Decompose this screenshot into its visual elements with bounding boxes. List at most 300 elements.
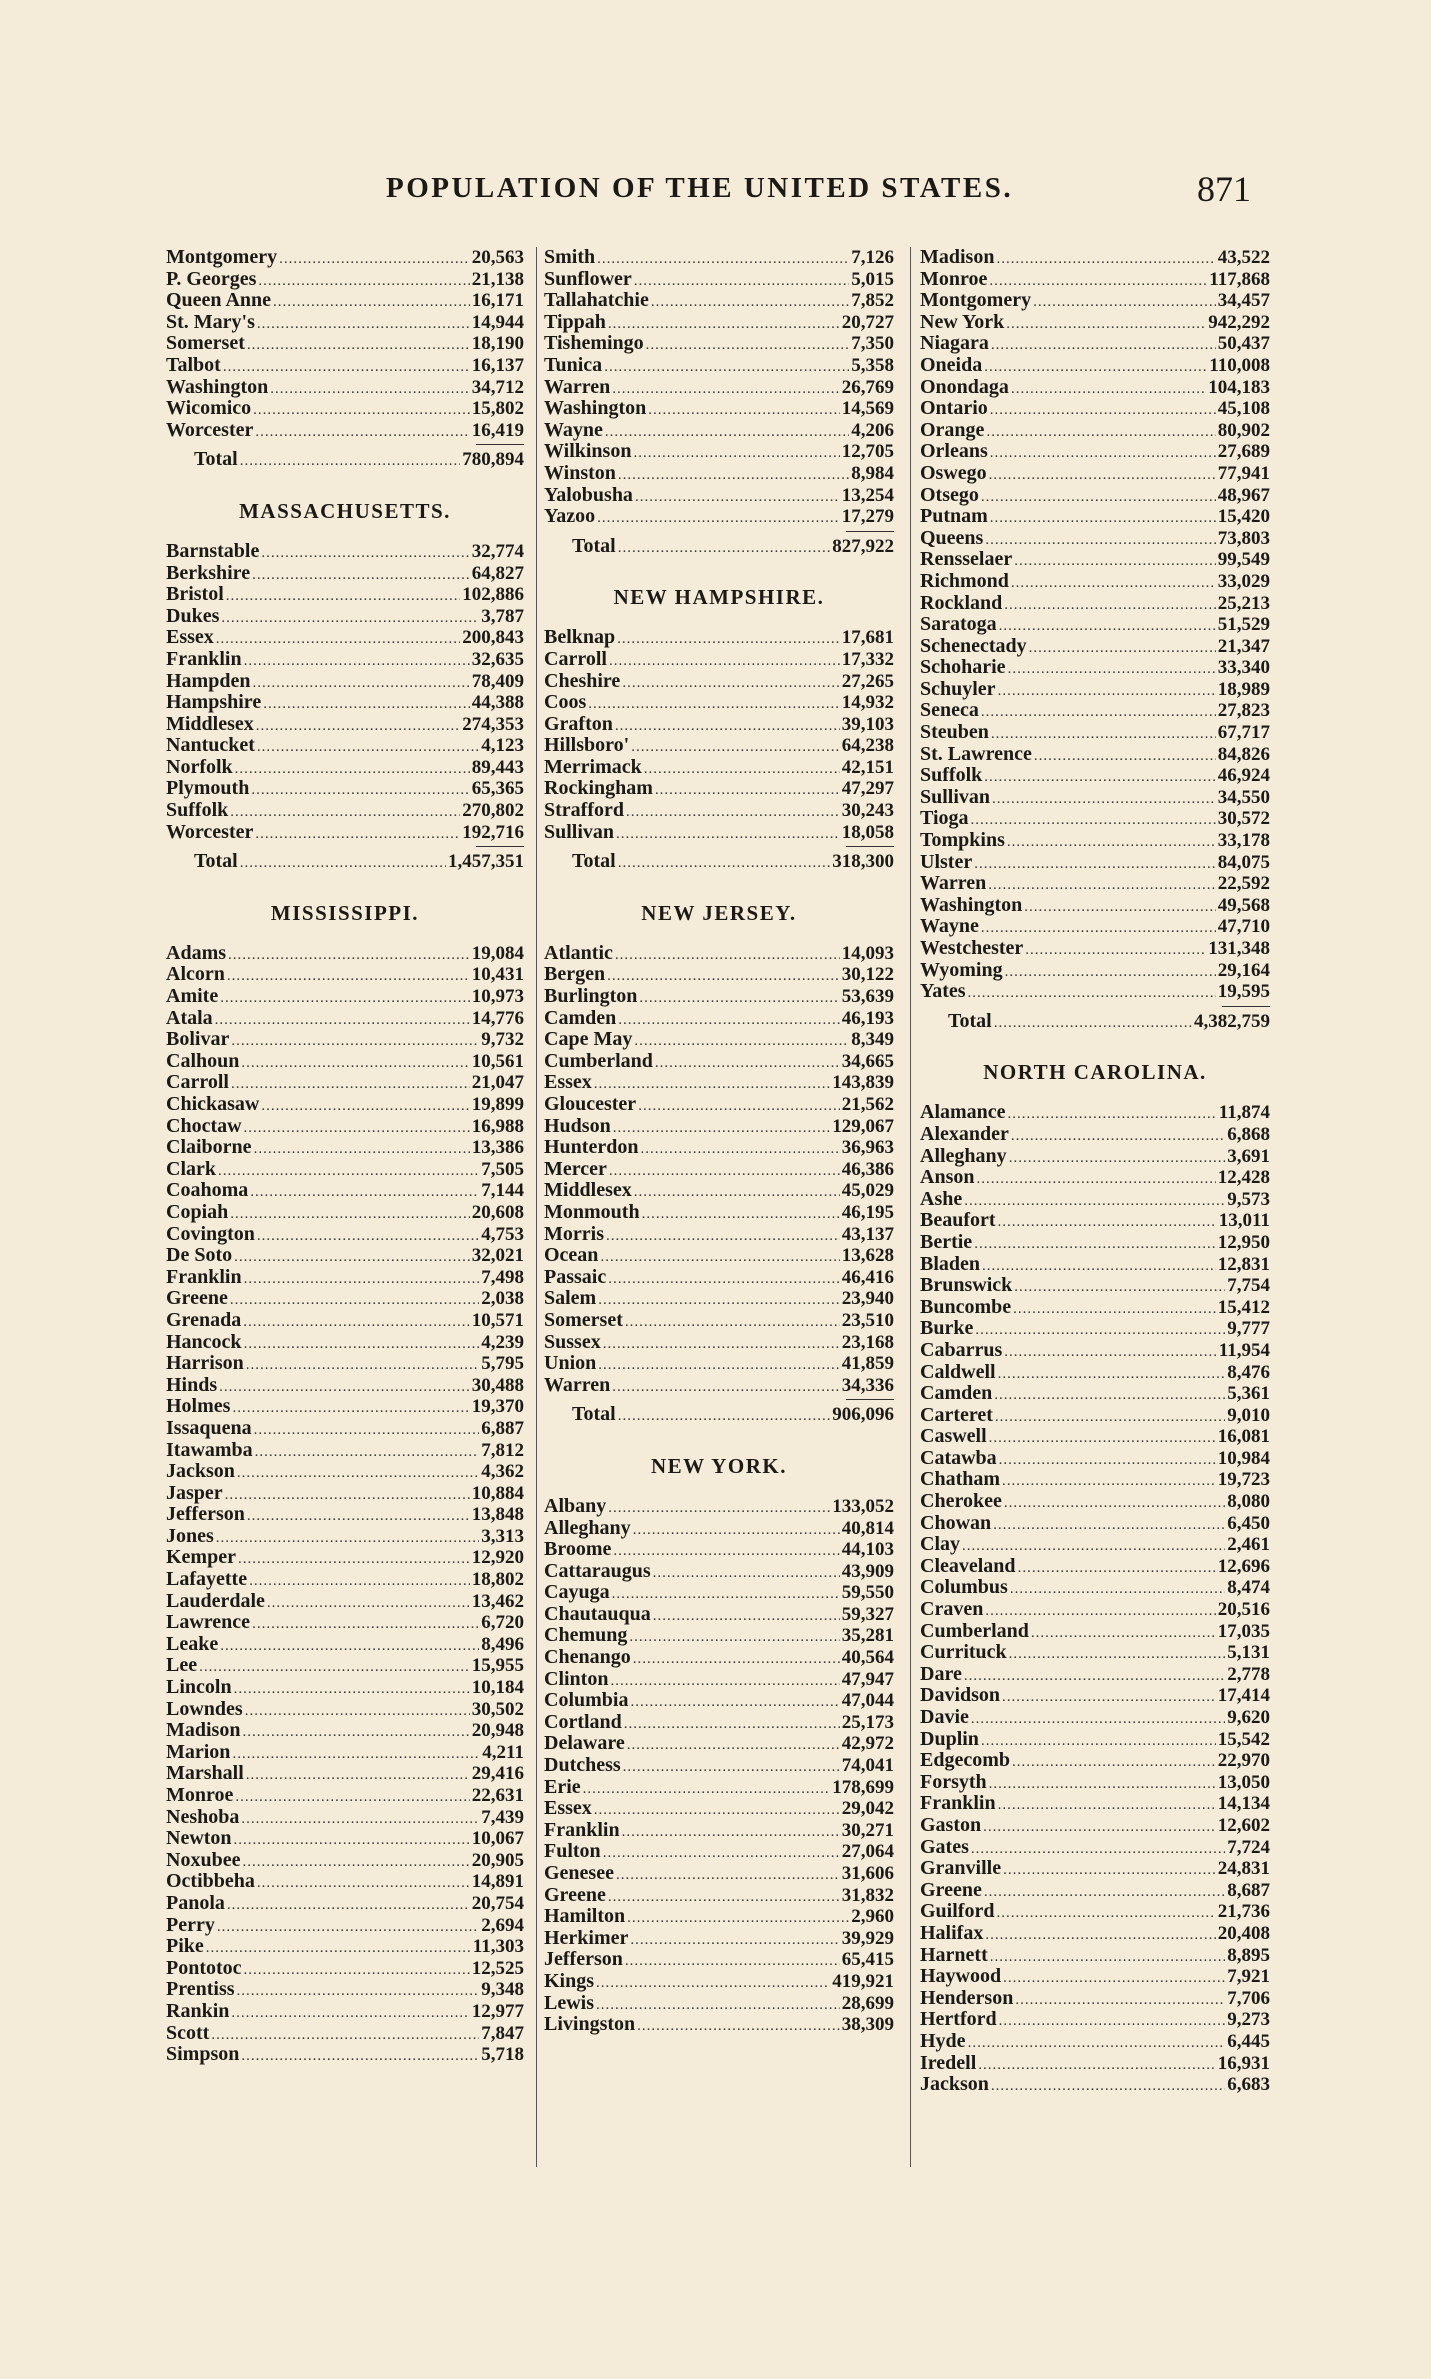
- county-row: [920, 1923, 1270, 1945]
- dot-leader: [230, 1290, 479, 1312]
- dot-leader: [244, 651, 470, 673]
- dot-leader: [976, 1169, 1215, 1191]
- county-population: 110,008: [1209, 354, 1270, 376]
- dot-leader: [604, 357, 849, 379]
- county-population: 131,348: [1208, 938, 1270, 959]
- county-population: 27,689: [1217, 441, 1270, 463]
- dot-leader: [251, 780, 469, 802]
- county-name: Lowndes: [166, 1697, 243, 1720]
- dot-leader: [216, 629, 460, 651]
- dot-leader: [220, 988, 470, 1010]
- section-heading: NEW HAMPSHIRE.: [613, 585, 825, 610]
- county-population: 4,753: [481, 1223, 524, 1245]
- county-row: [920, 1534, 1270, 1556]
- county-population: 39,929: [841, 1927, 894, 1949]
- county-population: 20,608: [471, 1201, 524, 1223]
- county-name: Steuben: [920, 721, 989, 744]
- county-population: 6,445: [1227, 2030, 1270, 2052]
- dot-leader: [629, 1627, 839, 1649]
- county-name: Morris: [544, 1222, 604, 1245]
- dot-leader: [968, 983, 1216, 1005]
- county-name: Amite: [166, 985, 219, 1008]
- county-name: Cortland: [544, 1710, 622, 1733]
- county-name: Catawba: [920, 1446, 997, 1469]
- county-row: [166, 671, 524, 693]
- county-row: [920, 1297, 1270, 1319]
- county-population: 46,924: [1217, 765, 1270, 787]
- county-name: Richmond: [920, 569, 1009, 592]
- county-name: Warren: [920, 872, 987, 895]
- dot-leader: [606, 1226, 840, 1248]
- county-population: 13,050: [1217, 1771, 1270, 1793]
- dot-leader: [612, 1377, 839, 1399]
- dot-leader: [981, 1731, 1216, 1753]
- county-population: 7,126: [851, 247, 894, 268]
- county-population: 50,437: [1217, 333, 1270, 355]
- county-name: Salem: [544, 1287, 597, 1310]
- county-name: Copiah: [166, 1200, 229, 1223]
- dot-leader: [631, 737, 840, 759]
- county-name: De Soto: [166, 1244, 233, 1267]
- county-name: Yazoo: [544, 505, 596, 528]
- county-row: [920, 1880, 1270, 1902]
- county-row: [544, 692, 894, 714]
- dot-leader: [992, 789, 1216, 811]
- county-population: 5,131: [1227, 1642, 1270, 1664]
- dot-leader: [1003, 1860, 1216, 1882]
- county-row: [920, 744, 1270, 766]
- county-population: 33,340: [1217, 657, 1270, 679]
- county-row: [166, 1547, 524, 1569]
- county-name: Hunterdon: [544, 1136, 639, 1159]
- county-population: 16,931: [1217, 2052, 1270, 2074]
- county-row: [544, 506, 894, 528]
- dot-leader: [244, 1118, 470, 1140]
- dot-leader: [261, 543, 469, 565]
- county-name: Niagara: [920, 332, 989, 355]
- dot-leader: [234, 1830, 470, 1852]
- page-number: 871: [1197, 169, 1251, 209]
- county-population: 19,370: [471, 1396, 524, 1418]
- total-rule: [476, 444, 524, 445]
- county-row: [166, 1504, 524, 1526]
- dot-leader: [999, 2011, 1226, 2033]
- total-label: Total: [572, 1403, 616, 1426]
- county-row: [166, 333, 524, 355]
- county-name: Worcester: [166, 820, 254, 843]
- county-name: Wayne: [920, 915, 979, 938]
- county-name: Otsego: [920, 483, 979, 506]
- county-population: 15,955: [471, 1655, 524, 1677]
- county-name: Marshall: [166, 1762, 244, 1785]
- county-population: 46,195: [841, 1201, 894, 1223]
- county-row: [544, 1353, 894, 1375]
- county-population: 7,350: [851, 333, 894, 355]
- dot-leader: [983, 1817, 1216, 1839]
- county-row: [544, 1928, 894, 1950]
- county-row: [920, 1146, 1270, 1168]
- county-row: [544, 355, 894, 377]
- county-row: [920, 1383, 1270, 1405]
- county-row: [166, 563, 524, 585]
- county-name: Columbus: [920, 1576, 1008, 1599]
- county-population: 17,279: [841, 506, 894, 528]
- county-name: Queens: [920, 526, 984, 549]
- county-population: 10,431: [471, 964, 524, 986]
- county-name: Montgomery: [920, 289, 1032, 312]
- county-row: [920, 1966, 1270, 1988]
- dot-leader: [1009, 1148, 1226, 1170]
- county-name: Wyoming: [920, 958, 1003, 981]
- county-population: 6,868: [1227, 1123, 1270, 1145]
- county-name: Yalobusha: [544, 483, 633, 506]
- county-row: [920, 614, 1270, 636]
- county-population: 53,639: [841, 986, 894, 1008]
- dot-leader: [627, 1735, 840, 1757]
- county-population: 45,108: [1217, 398, 1270, 420]
- county-name: Chatham: [920, 1468, 1001, 1491]
- dot-leader: [218, 1161, 479, 1183]
- county-name: New York: [920, 310, 1005, 333]
- dot-leader: [994, 1385, 1225, 1407]
- county-name: Cumberland: [544, 1049, 653, 1072]
- county-population: 13,848: [471, 1504, 524, 1526]
- county-name: Sussex: [544, 1330, 601, 1353]
- dot-leader: [1005, 962, 1216, 984]
- dot-leader: [1031, 1623, 1216, 1645]
- county-name: Lauderdale: [166, 1589, 265, 1612]
- dot-leader: [244, 1334, 480, 1356]
- county-population: 33,029: [1217, 570, 1270, 592]
- dot-leader: [597, 249, 849, 271]
- county-population: 12,920: [471, 1547, 524, 1569]
- total-label: Total: [194, 850, 238, 873]
- county-population: 59,327: [841, 1603, 894, 1625]
- county-population: 8,349: [851, 1029, 894, 1051]
- county-name: Essex: [166, 626, 214, 649]
- dot-leader: [588, 694, 840, 716]
- county-population: 51,529: [1217, 614, 1270, 636]
- county-row: [166, 1850, 524, 1872]
- total-value: 318,300: [832, 851, 894, 873]
- county-population: 12,696: [1217, 1555, 1270, 1577]
- county-population: 30,572: [1217, 808, 1270, 830]
- county-population: 14,569: [841, 398, 894, 420]
- county-name: Orleans: [920, 440, 988, 463]
- county-row: [166, 584, 524, 606]
- county-population: 20,754: [471, 1892, 524, 1914]
- dot-leader: [246, 1355, 479, 1377]
- county-name: Caswell: [920, 1425, 987, 1448]
- county-population: 34,550: [1217, 786, 1270, 808]
- county-row: [544, 1224, 894, 1246]
- dot-leader: [610, 1671, 839, 1693]
- county-row: [920, 1642, 1270, 1664]
- county-row: [544, 1375, 894, 1397]
- county-row: [544, 247, 894, 269]
- county-name: Oneida: [920, 353, 983, 376]
- county-row: [166, 1159, 524, 1181]
- dot-leader: [990, 1947, 1225, 1969]
- county-row: [166, 943, 524, 965]
- county-row: [544, 1841, 894, 1863]
- dot-leader: [608, 1498, 830, 1520]
- dot-leader: [242, 1722, 469, 1744]
- county-name: Middlesex: [544, 1179, 632, 1202]
- county-population: 43,909: [841, 1560, 894, 1582]
- county-row: [920, 1405, 1270, 1427]
- county-population: 43,522: [1217, 247, 1270, 268]
- county-name: Warren: [544, 375, 611, 398]
- county-row: [544, 1029, 894, 1051]
- county-population: 78,409: [471, 670, 524, 692]
- dot-leader: [995, 1407, 1225, 1429]
- county-row: [544, 1993, 894, 2015]
- county-row: [920, 1232, 1270, 1254]
- county-population: 6,450: [1227, 1512, 1270, 1534]
- dot-leader: [633, 1520, 840, 1542]
- dot-leader: [244, 1960, 470, 1982]
- dot-leader: [257, 737, 479, 759]
- county-name: Guilford: [920, 1900, 995, 1923]
- county-name: Sullivan: [920, 785, 991, 808]
- county-name: Cattaraugus: [544, 1559, 651, 1582]
- county-population: 17,035: [1217, 1620, 1270, 1642]
- dot-leader: [990, 508, 1216, 530]
- county-row: [920, 679, 1270, 701]
- county-population: 25,213: [1217, 592, 1270, 614]
- county-population: 22,631: [471, 1785, 524, 1806]
- county-name: Issaquena: [166, 1416, 252, 1439]
- county-population: 7,439: [481, 1806, 524, 1828]
- dot-leader: [999, 1450, 1216, 1472]
- total-row: [544, 1404, 894, 1426]
- dot-leader: [1014, 551, 1216, 573]
- dot-leader: [217, 1917, 479, 1939]
- county-row: [166, 2044, 524, 2066]
- dot-leader: [607, 966, 840, 988]
- county-population: 48,967: [1217, 484, 1270, 506]
- dot-leader: [982, 1256, 1216, 1278]
- dot-leader: [1011, 573, 1216, 595]
- dot-leader: [252, 565, 470, 587]
- dot-leader: [998, 1212, 1217, 1234]
- county-row: [920, 463, 1270, 485]
- county-name: Oswego: [920, 461, 987, 484]
- county-name: Jackson: [920, 2073, 989, 2096]
- county-population: 84,826: [1217, 743, 1270, 765]
- county-population: 99,549: [1217, 549, 1270, 571]
- dot-leader: [993, 1515, 1225, 1537]
- dot-leader: [258, 271, 469, 293]
- dot-leader: [989, 1774, 1216, 1796]
- county-name: Fulton: [544, 1840, 601, 1863]
- county-row: [166, 1310, 524, 1332]
- total-row: [920, 1011, 1270, 1033]
- county-row: [544, 1971, 894, 1993]
- county-population: 14,776: [471, 1007, 524, 1029]
- county-name: Rensselaer: [920, 548, 1013, 571]
- county-population: 21,138: [471, 268, 524, 290]
- total-rule: [476, 846, 524, 847]
- column-3: [920, 247, 1270, 2096]
- county-row: [920, 2053, 1270, 2075]
- county-name: Hertford: [920, 2008, 997, 2031]
- dot-leader: [618, 1406, 831, 1428]
- total-value: 1,457,351: [448, 851, 524, 873]
- dot-leader: [241, 1809, 479, 1831]
- county-population: 77,941: [1217, 462, 1270, 484]
- county-population: 18,989: [1217, 678, 1270, 700]
- county-name: Kings: [544, 1969, 595, 1992]
- county-name: Union: [544, 1352, 597, 1375]
- county-name: Essex: [544, 1071, 592, 1094]
- county-population: 44,103: [841, 1539, 894, 1561]
- dot-leader: [617, 629, 840, 651]
- county-name: Tioga: [920, 807, 969, 830]
- dot-leader: [243, 1312, 470, 1334]
- county-row: [920, 506, 1270, 528]
- county-name: Hancock: [166, 1330, 242, 1353]
- dot-leader: [253, 400, 470, 422]
- county-population: 8,080: [1227, 1491, 1270, 1513]
- county-name: Grafton: [544, 712, 613, 735]
- dot-leader: [230, 1204, 470, 1226]
- county-row: [166, 247, 524, 269]
- dot-leader: [279, 249, 470, 271]
- county-row: [166, 1655, 524, 1677]
- county-row: [920, 808, 1270, 830]
- dot-leader: [1002, 1687, 1216, 1709]
- county-population: 14,093: [841, 942, 894, 964]
- county-population: 6,720: [481, 1612, 524, 1634]
- county-row: [166, 1763, 524, 1785]
- county-name: Burlington: [544, 985, 638, 1008]
- dot-leader: [263, 694, 470, 716]
- total-value: 780,894: [462, 449, 524, 471]
- county-row: [920, 377, 1270, 399]
- county-row: [920, 787, 1270, 809]
- county-row: [166, 986, 524, 1008]
- county-name: Sullivan: [544, 820, 615, 843]
- dot-leader: [1014, 1277, 1225, 1299]
- county-row: [166, 778, 524, 800]
- dot-leader: [964, 1191, 1225, 1213]
- county-row: [544, 269, 894, 291]
- county-population: 44,388: [471, 692, 524, 714]
- county-population: 7,852: [851, 290, 894, 312]
- county-row: [166, 377, 524, 399]
- county-population: 2,778: [1227, 1663, 1270, 1685]
- county-row: [166, 2023, 524, 2045]
- county-name: Bladen: [920, 1252, 981, 1275]
- dot-leader: [232, 1398, 469, 1420]
- county-name: Itawamba: [166, 1438, 253, 1461]
- county-name: Essex: [544, 1797, 592, 1820]
- county-row: [166, 1332, 524, 1354]
- county-name: Gates: [920, 1835, 969, 1858]
- total-label: Total: [948, 1009, 992, 1032]
- county-row: [544, 333, 894, 355]
- county-population: 16,137: [471, 354, 524, 376]
- dot-leader: [998, 1364, 1226, 1386]
- county-row: [166, 1353, 524, 1375]
- county-name: Suffolk: [920, 764, 983, 787]
- dot-leader: [994, 1013, 1192, 1035]
- dot-leader: [640, 1139, 839, 1161]
- dot-leader: [998, 1795, 1216, 1817]
- county-name: Lee: [166, 1654, 198, 1677]
- county-population: 32,021: [471, 1245, 524, 1267]
- dot-leader: [990, 443, 1216, 465]
- county-row: [544, 2014, 894, 2036]
- county-row: [920, 269, 1270, 291]
- county-name: Hampden: [166, 669, 251, 692]
- county-name: Strafford: [544, 799, 624, 822]
- dot-leader: [996, 1903, 1215, 1925]
- county-row: [920, 549, 1270, 571]
- county-name: Alexander: [920, 1122, 1009, 1145]
- county-population: 29,042: [841, 1798, 894, 1820]
- county-population: 34,665: [841, 1050, 894, 1072]
- dot-leader: [644, 759, 840, 781]
- county-name: Schenectady: [920, 634, 1027, 657]
- county-population: 34,712: [471, 376, 524, 398]
- dot-leader: [261, 1096, 469, 1118]
- county-row: [544, 441, 894, 463]
- county-population: 19,084: [471, 942, 524, 964]
- county-name: Westchester: [920, 937, 1024, 959]
- total-rule: [846, 531, 894, 532]
- county-population: 18,058: [841, 821, 894, 843]
- county-population: 10,561: [471, 1050, 524, 1072]
- county-population: 30,243: [841, 800, 894, 822]
- county-name: Barnstable: [166, 539, 260, 562]
- dot-leader: [981, 702, 1216, 724]
- county-name: St. Lawrence: [920, 742, 1032, 765]
- dot-leader: [630, 1930, 839, 1952]
- county-name: Carroll: [544, 647, 607, 670]
- county-population: 25,173: [841, 1711, 894, 1733]
- county-name: Adams: [166, 941, 227, 964]
- county-name: Lawrence: [166, 1611, 251, 1634]
- dot-leader: [230, 802, 460, 824]
- county-name: Ashe: [920, 1187, 963, 1210]
- county-row: [544, 1245, 894, 1267]
- county-row: [920, 2031, 1270, 2053]
- county-row: [166, 714, 524, 736]
- dot-leader: [241, 2046, 479, 2068]
- county-name: Hudson: [544, 1114, 611, 1137]
- county-population: 5,015: [851, 268, 894, 290]
- dot-leader: [627, 1908, 849, 1930]
- county-population: 20,948: [471, 1720, 524, 1742]
- county-row: [544, 778, 894, 800]
- dot-leader: [618, 853, 831, 875]
- county-row: [544, 485, 894, 507]
- county-name: Beaufort: [920, 1209, 996, 1232]
- dot-leader: [199, 1657, 470, 1679]
- county-population: 7,921: [1227, 1966, 1270, 1988]
- county-row: [544, 1072, 894, 1094]
- county-name: Somerset: [544, 1308, 623, 1331]
- dot-leader: [984, 1882, 1225, 1904]
- county-row: [544, 627, 894, 649]
- county-row: [166, 1699, 524, 1721]
- dot-leader: [984, 767, 1216, 789]
- page-header: [0, 168, 1431, 212]
- county-row: [920, 1772, 1270, 1794]
